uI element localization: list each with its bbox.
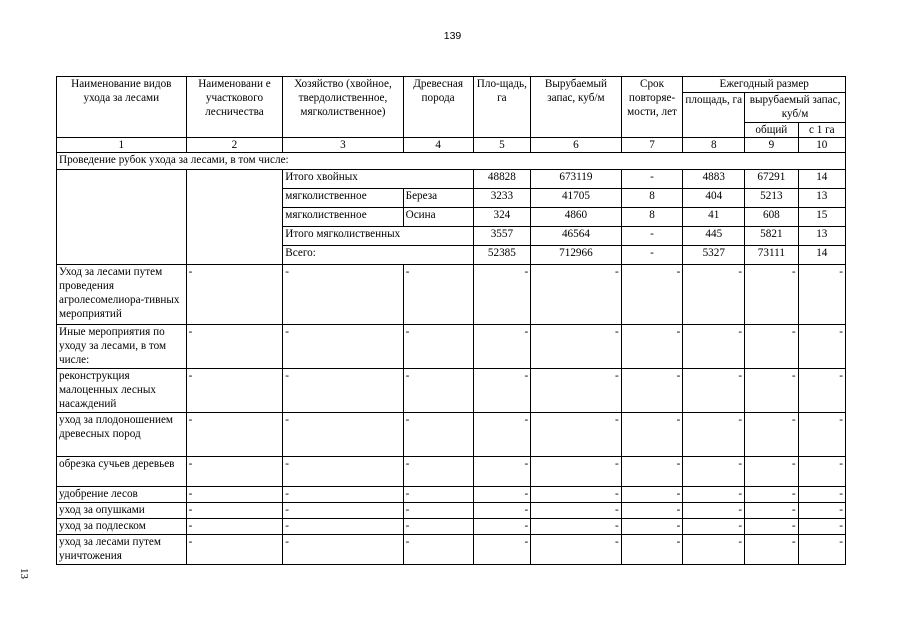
section-title-row [57,153,846,170]
col-number: 9 [745,138,798,153]
area-cell: 3557 [473,227,531,246]
empty-cell [186,170,283,265]
annual-per-ha-cell: 13 [798,227,845,246]
table-row [57,535,846,565]
dash-cell: - [403,413,473,457]
col-number: 2 [186,138,283,153]
dash-cell: - [798,413,845,457]
table-row [57,413,846,457]
dash-cell: - [403,487,473,503]
dash-cell: - [798,457,845,487]
area-cell: 3233 [473,189,531,208]
table-row [57,170,846,189]
annual-per-ha-cell: 14 [798,246,845,265]
dash-cell: - [531,413,622,457]
header-total: общий [745,123,798,138]
dash-cell: - [683,503,745,519]
annual-area-cell: 404 [683,189,745,208]
dash-cell: - [186,457,283,487]
work-type-cell: Иные мероприятия по уходу за лесами, в том числе: [57,325,187,369]
dash-cell: - [798,519,845,535]
dash-cell: - [186,265,283,325]
dash-cell: - [683,535,745,565]
dash-cell: - [403,369,473,413]
area-cell: 324 [473,208,531,227]
annual-total-cell: 73111 [745,246,798,265]
column-number-row [57,138,846,153]
dash-cell: - [531,265,622,325]
dash-cell: - [798,503,845,519]
economy-cell: Всего: [283,246,473,265]
empty-cell [57,170,187,265]
dash-cell: - [473,535,531,565]
col-number: 1 [57,138,187,153]
dash-cell: - [621,487,683,503]
dash-cell: - [186,413,283,457]
section-title: Проведение рубок ухода за лесами, в том числе: [57,153,846,170]
table-row [57,325,846,369]
dash-cell: - [403,535,473,565]
dash-cell: - [531,487,622,503]
dash-cell: - [621,503,683,519]
dash-cell: - [745,325,798,369]
dash-cell: - [473,503,531,519]
annual-total-cell: 67291 [745,170,798,189]
dash-cell: - [745,487,798,503]
dash-cell: - [745,503,798,519]
header-species: Древесная порода [403,77,473,138]
dash-cell: - [186,535,283,565]
dash-cell: - [473,487,531,503]
dash-cell: - [531,503,622,519]
dash-cell: - [531,457,622,487]
col-number: 6 [531,138,622,153]
work-type-cell: уход за лесами путем уничтожения [57,535,187,565]
period-cell: - [621,170,683,189]
dash-cell: - [621,265,683,325]
dash-cell: - [403,325,473,369]
dash-cell: - [403,265,473,325]
dash-cell: - [473,457,531,487]
annual-per-ha-cell: 13 [798,189,845,208]
dash-cell: - [283,413,403,457]
work-type-cell: реконструкция малоценных лесных насаждений [57,369,187,413]
table-row [57,265,846,325]
dash-cell: - [745,265,798,325]
dash-cell: - [745,457,798,487]
dash-cell: - [473,265,531,325]
dash-cell: - [283,369,403,413]
dash-cell: - [473,369,531,413]
col-number: 3 [283,138,403,153]
species-cell: Береза [403,189,473,208]
dash-cell: - [403,457,473,487]
dash-cell: - [683,369,745,413]
header-work-type: Наименование видов ухода за лесами [57,77,187,138]
dash-cell: - [531,325,622,369]
dash-cell: - [621,535,683,565]
dash-cell: - [683,413,745,457]
work-type-cell: удобрение лесов [57,487,187,503]
annual-area-cell: 41 [683,208,745,227]
header-period: Срок повторяе-мости, лет [621,77,683,138]
col-number: 10 [798,138,845,153]
table-row [57,519,846,535]
economy-cell: Итого мягколиственных [283,227,473,246]
work-type-cell: Уход за лесами путем проведения агролесомелиора-тивных мероприятий [57,265,187,325]
header-economy: Хозяйство (хвойное, твердолиственное, мягколиственное) [283,77,403,138]
economy-cell: мягколиственное [283,208,403,227]
species-cell: Осина [403,208,473,227]
annual-per-ha-cell: 15 [798,208,845,227]
period-cell: - [621,227,683,246]
dash-cell: - [798,325,845,369]
work-type-cell: уход за подлеском [57,519,187,535]
dash-cell: - [403,503,473,519]
volume-cell: 673119 [531,170,622,189]
side-page-number: 13 [18,568,30,579]
dash-cell: - [186,369,283,413]
dash-cell: - [283,487,403,503]
dash-cell: - [283,325,403,369]
annual-area-cell: 5327 [683,246,745,265]
dash-cell: - [798,487,845,503]
volume-cell: 41705 [531,189,622,208]
dash-cell: - [798,369,845,413]
dash-cell: - [283,535,403,565]
dash-cell: - [621,457,683,487]
dash-cell: - [745,519,798,535]
annual-total-cell: 608 [745,208,798,227]
dash-cell: - [186,519,283,535]
forest-care-table [56,76,846,565]
annual-area-cell: 4883 [683,170,745,189]
volume-cell: 46564 [531,227,622,246]
page-number: 139 [443,30,462,42]
dash-cell: - [683,487,745,503]
col-number: 4 [403,138,473,153]
dash-cell: - [531,519,622,535]
header-per-ha: с 1 га [798,123,845,138]
dash-cell: - [283,457,403,487]
header-annual: Ежегодный размер [683,77,846,93]
dash-cell: - [745,369,798,413]
dash-cell: - [621,519,683,535]
dash-cell: - [531,535,622,565]
header-annual-area: площадь, га [683,93,745,138]
dash-cell: - [531,369,622,413]
table-row [57,487,846,503]
dash-cell: - [745,535,798,565]
dash-cell: - [186,503,283,519]
dash-cell: - [186,325,283,369]
dash-cell: - [283,265,403,325]
dash-cell: - [621,325,683,369]
work-type-cell: уход за плодоношением древесных пород [57,413,187,457]
dash-cell: - [798,535,845,565]
period-cell: 8 [621,208,683,227]
volume-cell: 712966 [531,246,622,265]
period-cell: - [621,246,683,265]
header-cut-volume: Вырубаемый запас, куб/м [531,77,622,138]
annual-total-cell: 5821 [745,227,798,246]
dash-cell: - [473,413,531,457]
dash-cell: - [621,413,683,457]
dash-cell: - [473,325,531,369]
col-number: 8 [683,138,745,153]
area-cell: 52385 [473,246,531,265]
table-row [57,457,846,487]
dash-cell: - [683,265,745,325]
header-area: Пло-щадь, га [473,77,531,138]
work-type-cell: обрезка сучьев деревьев [57,457,187,487]
work-type-cell: уход за опушками [57,503,187,519]
col-number: 7 [621,138,683,153]
dash-cell: - [186,487,283,503]
annual-area-cell: 445 [683,227,745,246]
table-row [57,503,846,519]
annual-per-ha-cell: 14 [798,170,845,189]
volume-cell: 4860 [531,208,622,227]
annual-total-cell: 5213 [745,189,798,208]
table-row [57,369,846,413]
period-cell: 8 [621,189,683,208]
economy-cell: Итого хвойных [283,170,473,189]
dash-cell: - [621,369,683,413]
dash-cell: - [745,413,798,457]
col-number: 5 [473,138,531,153]
dash-cell: - [473,519,531,535]
area-cell: 48828 [473,170,531,189]
dash-cell: - [798,265,845,325]
dash-cell: - [683,325,745,369]
header-row-1 [57,77,846,93]
dash-cell: - [683,457,745,487]
dash-cell: - [683,519,745,535]
dash-cell: - [403,519,473,535]
economy-cell: мягколиственное [283,189,403,208]
dash-cell: - [283,519,403,535]
dash-cell: - [283,503,403,519]
header-annual-cut: вырубаемый запас, куб/м [745,93,846,123]
header-district: Наименовани е участкового лесничества [186,77,283,138]
